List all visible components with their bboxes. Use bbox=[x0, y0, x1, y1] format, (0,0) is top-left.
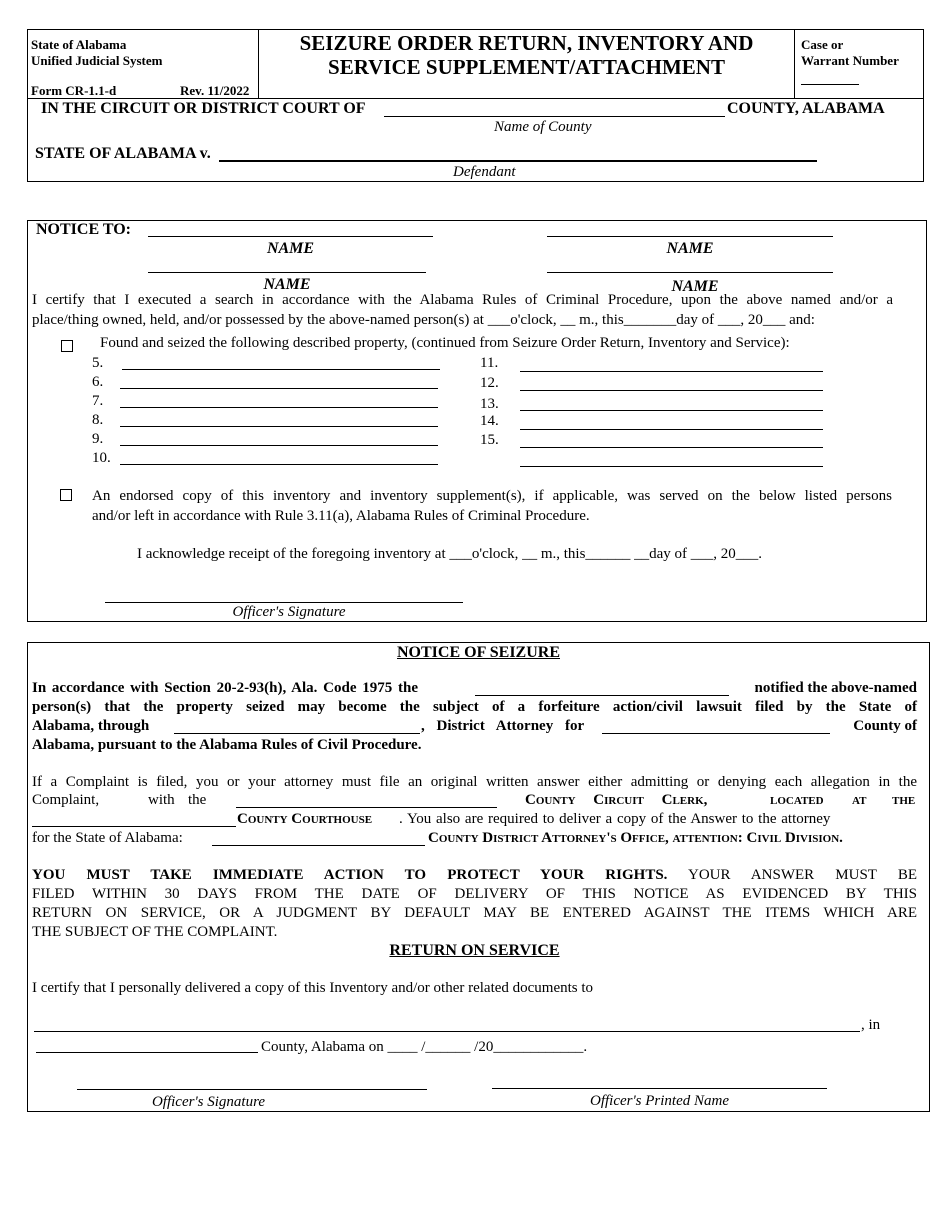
item-number-12: 12. bbox=[480, 375, 499, 391]
return-on-service-title: RETURN ON SERVICE bbox=[389, 942, 560, 959]
name-field-4[interactable] bbox=[547, 272, 833, 273]
service-certify-text: I certify that I personally delivered a copy of this Inventory and/or other related documents to bbox=[32, 980, 594, 996]
seizure-p1-line3-c: County of bbox=[853, 718, 917, 734]
seizure-p2-line3-rest: . You also are required to deliver a copy of the Answer to the attorney bbox=[399, 811, 831, 827]
seizure-p3-line3: RETURN ON SERVICE, OR A JUDGMENT BY DEFAULT MAY BE ENTERED AGAINST THE ITEMS WHICH ARE bbox=[32, 905, 917, 921]
seizure-p3-line1 bbox=[32, 867, 917, 884]
item-field-6[interactable] bbox=[120, 388, 438, 389]
courthouse-county-field[interactable] bbox=[32, 826, 236, 827]
officer-printed-name-caption: Officer's Printed Name bbox=[589, 1093, 730, 1109]
notice-of-seizure-title: NOTICE OF SEIZURE bbox=[397, 644, 560, 661]
item-field-8[interactable] bbox=[120, 426, 438, 427]
item-number-15: 15. bbox=[480, 432, 499, 448]
certify-text-line1: I certify that I executed a search in accordance with the Alabama Rules of Criminal Procedure, upon the above named and/or a bbox=[32, 292, 893, 308]
defendant-caption: Defendant bbox=[453, 164, 516, 180]
seizure-p2-line2-clerk: County Circuit Clerk, bbox=[525, 792, 708, 808]
da-county-field[interactable] bbox=[602, 733, 830, 734]
case-label-line1: Case or bbox=[801, 37, 844, 52]
notice-to-label: NOTICE TO: bbox=[36, 221, 131, 238]
seizure-p2-line4-b: County District Attorney's Office, attention: Civil Division. bbox=[428, 830, 843, 846]
seizure-p1-line4: Alabama, pursuant to the Alabama Rules of Civil Procedure. bbox=[32, 737, 422, 753]
state-label: STATE OF ALABAMA v. bbox=[35, 145, 211, 162]
item-field-15[interactable] bbox=[520, 447, 823, 448]
seizure-p1-line2: person(s) that the property seized may become the subject of a forfeiture action/civil lawsuit filed by the State of bbox=[32, 699, 917, 715]
agency-name-field[interactable] bbox=[475, 695, 729, 696]
item-field-14[interactable] bbox=[520, 429, 823, 430]
form-revision: Rev. 11/2022 bbox=[180, 83, 250, 98]
certify-text-line2: place/thing owned, held, and/or possessed by the above-named person(s) at ___o'clock, __ m., this_______day of ___, 20___ and: bbox=[32, 312, 815, 328]
case-label-line2: Warrant Number bbox=[801, 53, 899, 68]
acknowledge-text: I acknowledge receipt of the foregoing inventory at ___o'clock, __ m., this______ __day of ___, 20___. bbox=[137, 546, 763, 562]
seizure-p2-line2-the2: the bbox=[892, 792, 916, 808]
name-caption-2: NAME bbox=[666, 240, 714, 257]
attorney-county-field[interactable] bbox=[212, 845, 425, 846]
item-number-8: 8. bbox=[92, 412, 104, 428]
name-caption-1: NAME bbox=[266, 240, 315, 257]
seizure-p2-line2-with: with bbox=[148, 792, 175, 808]
seizure-p2-line4-a: for the State of Alabama: bbox=[32, 830, 183, 846]
seizure-p3-rest1: YOUR ANSWER MUST BE bbox=[688, 867, 917, 883]
circuit-clerk-county-field[interactable] bbox=[236, 807, 497, 808]
seizure-p2-line1: If a Complaint is filed, you or your attorney must file an original written answer either admitting or denying each allegation in the bbox=[32, 774, 917, 790]
delivered-to-field[interactable] bbox=[34, 1031, 860, 1032]
service-county-line: County, Alabama on ____ /______ /20____________. bbox=[261, 1039, 588, 1055]
item-field-extra[interactable] bbox=[520, 466, 823, 467]
item-number-7: 7. bbox=[92, 393, 104, 409]
item-number-9: 9. bbox=[92, 431, 104, 447]
name-field-3[interactable] bbox=[148, 272, 426, 273]
item-number-14: 14. bbox=[480, 413, 499, 429]
item-field-12[interactable] bbox=[520, 390, 823, 391]
officer-printed-name-field[interactable] bbox=[492, 1088, 827, 1089]
item-field-13[interactable] bbox=[520, 410, 823, 411]
item-number-6: 6. bbox=[92, 374, 104, 390]
service-county-field[interactable] bbox=[36, 1052, 258, 1053]
seizure-p3-bold: YOU MUST TAKE IMMEDIATE ACTION TO PROTECT YOUR RIGHTS. bbox=[32, 867, 668, 883]
district-attorney-field[interactable] bbox=[174, 733, 420, 734]
item-number-5: 5. bbox=[92, 355, 104, 371]
form-title-line1: SEIZURE ORDER RETURN, INVENTORY AND bbox=[299, 31, 754, 55]
seizure-p1-line1-a: In accordance with Section 20-2-93(h), Ala. Code 1975 the bbox=[32, 680, 418, 696]
item-number-13: 13. bbox=[480, 396, 499, 412]
item-field-7[interactable] bbox=[120, 407, 438, 408]
seizure-p3-line2: FILED WITHIN 30 DAYS FROM THE DATE OF DELIVERY OF THIS NOTICE AS EVIDENCED BY THIS bbox=[32, 886, 917, 902]
seizure-p1-line1-b: notified the above-named bbox=[754, 680, 917, 696]
county-caption: Name of County bbox=[494, 119, 592, 135]
officer-signature-caption-1: Officer's Signature bbox=[232, 604, 346, 620]
found-seized-text: Found and seized the following described property, (continued from Seizure Order Return, Inventory and Service): bbox=[100, 335, 790, 351]
form-number: Form CR-1.1-d bbox=[31, 83, 117, 98]
case-number-field[interactable] bbox=[801, 84, 859, 85]
org-name-line2: Unified Judicial System bbox=[31, 53, 163, 68]
officer-signature-caption-2: Officer's Signature bbox=[151, 1094, 266, 1110]
defendant-field[interactable] bbox=[219, 160, 817, 162]
seizure-p1-line3-b: , District Attorney for bbox=[421, 718, 585, 734]
name-field-2[interactable] bbox=[547, 236, 833, 237]
name-caption-3: NAME bbox=[263, 276, 311, 293]
seizure-p1-line3-a: Alabama, through bbox=[32, 718, 150, 734]
name-field-1[interactable] bbox=[148, 236, 433, 237]
seizure-p3-line4: THE SUBJECT OF THE COMPLAINT. bbox=[32, 924, 278, 940]
seizure-p2-line2-at: at bbox=[852, 792, 867, 808]
form-title-line2: SERVICE SUPPLEMENT/ATTACHMENT bbox=[328, 55, 725, 79]
endorsed-text-line2: and/or left in accordance with Rule 3.11(a), Alabama Rules of Criminal Procedure. bbox=[92, 508, 590, 524]
endorsed-text-line1: An endorsed copy of this inventory and inventory supplement(s), if applicable, was served on the below listed persons bbox=[92, 488, 892, 504]
item-field-5[interactable] bbox=[122, 369, 440, 370]
name-caption-4: NAME bbox=[671, 278, 719, 295]
court-suffix: COUNTY, ALABAMA bbox=[727, 100, 885, 117]
item-field-11[interactable] bbox=[520, 371, 823, 372]
officer-signature-field-1[interactable] bbox=[105, 602, 463, 603]
header-divider-horizontal bbox=[27, 98, 924, 99]
county-name-field[interactable] bbox=[384, 116, 725, 117]
org-name-line1: State of Alabama bbox=[31, 37, 127, 52]
item-field-9[interactable] bbox=[120, 445, 438, 446]
officer-signature-field-2[interactable] bbox=[77, 1089, 427, 1090]
seizure-p2-line2-complaint: Complaint, bbox=[32, 792, 100, 808]
court-prefix: IN THE CIRCUIT OR DISTRICT COURT OF bbox=[41, 100, 366, 117]
item-number-10: 10. bbox=[92, 450, 111, 466]
found-seized-checkbox[interactable] bbox=[61, 340, 73, 352]
seizure-p2-line3-courthouse: County Courthouse bbox=[237, 811, 373, 827]
seizure-p2-line2-the: the bbox=[188, 792, 207, 808]
item-field-10[interactable] bbox=[120, 464, 438, 465]
item-number-11: 11. bbox=[480, 355, 499, 371]
seizure-p2-line2-located: located bbox=[770, 792, 824, 808]
endorsed-copy-checkbox[interactable] bbox=[60, 489, 72, 501]
delivered-in-suffix: , in bbox=[861, 1017, 881, 1033]
